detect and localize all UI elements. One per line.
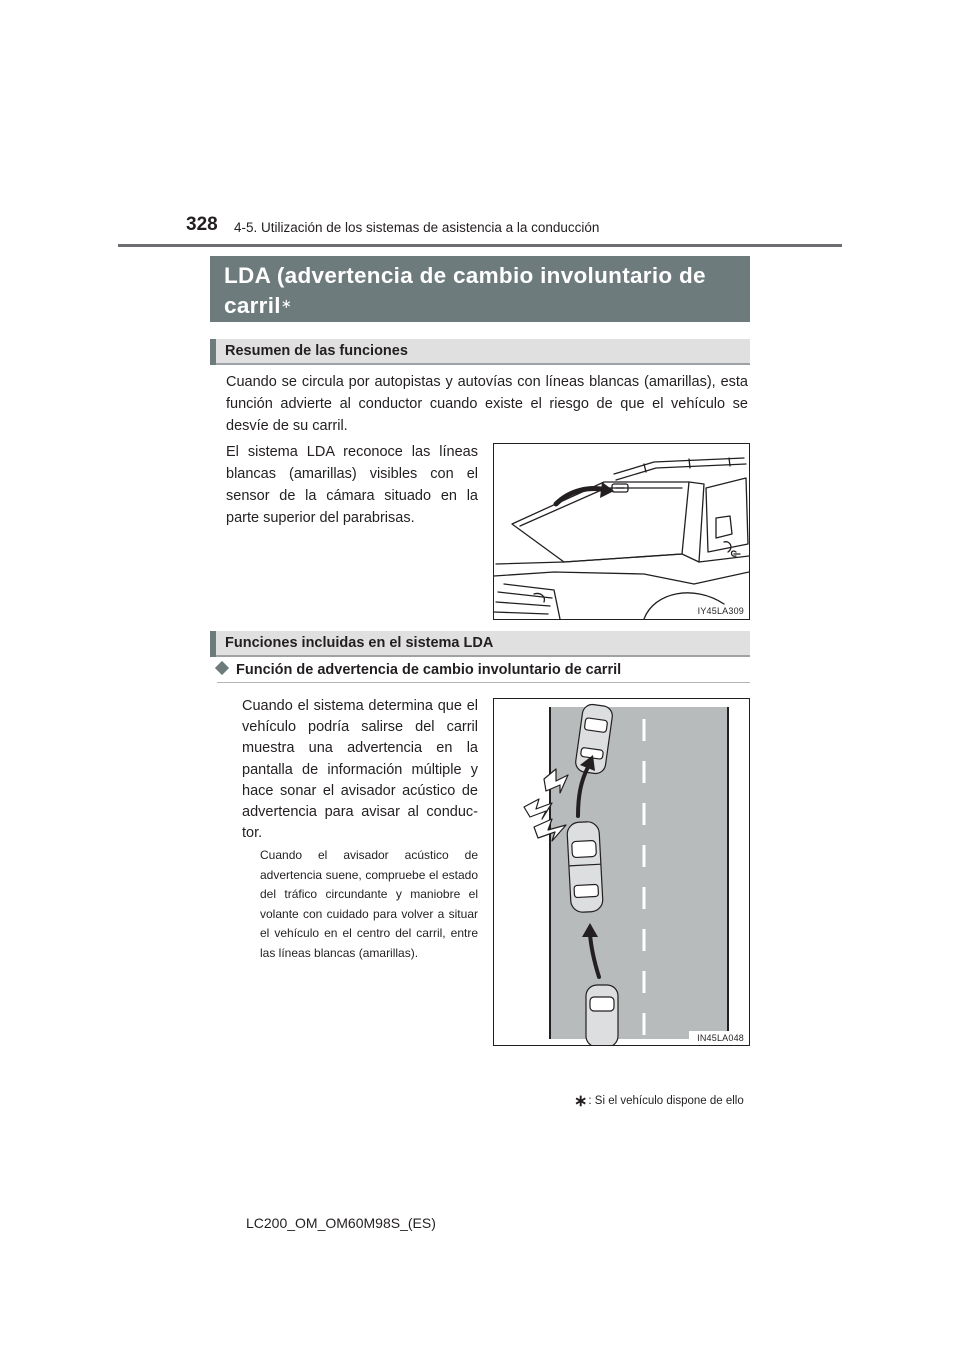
section-path: 4-5. Utilización de los sistemas de asistencia a la conducción (234, 220, 600, 235)
document-id: LC200_OM_OM60M98S_(ES) (246, 1215, 436, 1231)
page-title (224, 261, 744, 321)
camera-paragraph: El sistema LDA reconoce las líneas blancas (amarillas) visibles con el sensor de la cámara situado en la parte superior del parabrisas. (226, 444, 478, 526)
intro-paragraph: Cuando se circula por autopistas y autovías con líneas blancas (amarillas), esta función advierte al conductor cuando existe el riesgo de que el vehículo se desvíe de su carril. (226, 374, 748, 434)
footnote (574, 1089, 744, 1109)
lane-departure-illustration (494, 699, 749, 1045)
camera-location-figure (493, 443, 750, 620)
page-number: 328 (186, 214, 218, 235)
warning-note: Cuando el avisador acústico de advertencia suene, compruebe el estado del tráfico circundante y maniobre el volante con cuidado para volver a situar el vehículo en el centro del carril, entre las líneas blancas (amarillas). (260, 848, 478, 960)
subheading-functions (210, 631, 750, 657)
figure-code-1: IY45LA309 (697, 606, 744, 616)
page-title-text: LDA (advertencia de cambio involuntario de carril (224, 263, 706, 318)
subheading-accent (210, 631, 216, 657)
feature-paragraph: Cuando el sistema determina que el vehículo podría salirse del carril muestra una advertencia en la pantalla de información múltiple y hace sonar el avisador acústico de advertencia para avisar al conduc-tor. (242, 698, 478, 842)
page-title-bar (210, 256, 750, 322)
footnote-asterisk: ∗ (574, 1093, 588, 1110)
figure-code-2: IN45LA048 (697, 1033, 744, 1043)
vehicle-windshield-illustration (494, 444, 749, 619)
diamond-bullet-icon (215, 661, 229, 675)
lane-departure-figure (493, 698, 750, 1046)
subheading-summary-label: Resumen de las funciones (225, 343, 408, 359)
subheading-summary (210, 339, 750, 365)
title-asterisk: ∗ (280, 296, 293, 311)
feature-heading-text: Función de advertencia de cambio involuntario de carril (236, 662, 622, 678)
subheading-functions-label: Funciones incluidas en el sistema LDA (225, 635, 494, 651)
feature-heading (217, 662, 621, 678)
feature-rule (217, 682, 750, 683)
header-rule (118, 244, 842, 247)
footnote-text: : Si el vehículo dispone de ello (588, 1095, 744, 1107)
subheading-accent (210, 339, 216, 365)
